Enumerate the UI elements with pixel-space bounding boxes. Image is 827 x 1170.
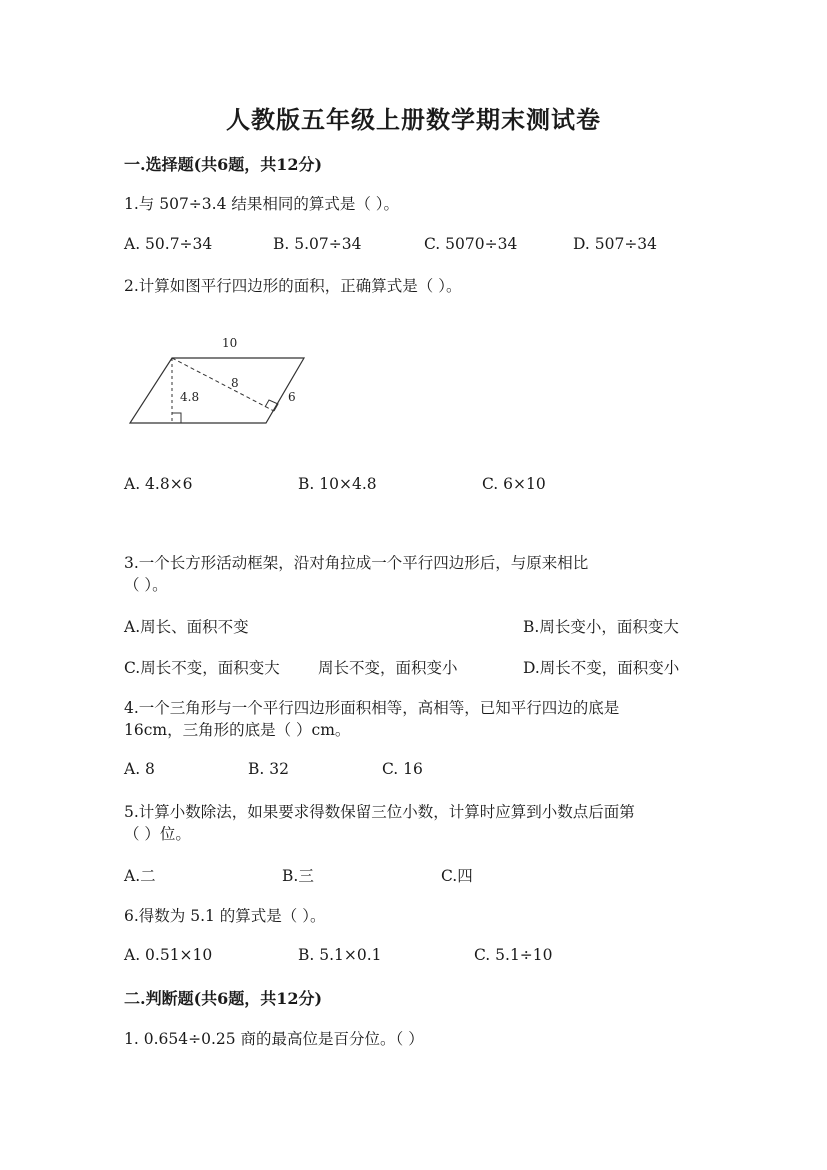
question-5-stem-line2: （ ）位。 (124, 825, 191, 843)
question-6-option-c: C. 5.1÷10 (474, 946, 553, 964)
question-1-stem: 1.与 507÷3.4 结果相同的算式是（ ）。 (124, 195, 400, 213)
question-6-option-b: B. 5.1×0.1 (298, 946, 382, 964)
question-2-stem: 2.计算如图平行四边形的面积，正确算式是（ ）。 (124, 277, 462, 295)
page-title: 人教版五年级上册数学期末测试卷 (226, 105, 601, 134)
question-5-option-c: C.四 (441, 867, 473, 885)
question-3-option-b: B.周长变小，面积变大 (523, 618, 679, 636)
question-2-option-a: A. 4.8×6 (124, 475, 193, 493)
question-3-stem-line2: （ ）。 (124, 576, 168, 594)
question-6-stem: 6.得数为 5.1 的算式是（ ）。 (124, 907, 326, 925)
question-4-stem-line2: 16cm，三角形的底是（ ）cm。 (124, 721, 351, 739)
parallelogram-figure (124, 325, 324, 435)
side-length-label: 6 (288, 390, 296, 404)
question-4-option-b: B. 32 (248, 760, 289, 778)
judgement-1-stem: 1. 0.654÷0.25 商的最高位是百分位。（ ） (124, 1030, 424, 1048)
question-5-stem-line1: 5.计算小数除法，如果要求得数保留三位小数，计算时应算到小数点后面第 (124, 803, 635, 821)
question-1-option-a: A. 50.7÷34 (124, 235, 213, 253)
question-4-option-a: A. 8 (124, 760, 155, 778)
parallelogram-shape (130, 358, 304, 423)
question-5-option-b: B.三 (282, 867, 314, 885)
question-4-stem-line1: 4.一个三角形与一个平行四边形面积相等，高相等，已知平行四边的底是 (124, 699, 620, 717)
diagonal-height-label: 8 (231, 376, 239, 390)
question-5-option-a: A.二 (124, 867, 156, 885)
question-1-option-b: B. 5.07÷34 (273, 235, 362, 253)
section-heading-judgement: 二.判断题(共6题，共12分) (124, 989, 323, 1008)
question-4-option-c: C. 16 (382, 760, 423, 778)
question-3-option-c: C.周长不变，面积变大 (124, 659, 280, 677)
question-1-option-c: C. 5070÷34 (424, 235, 518, 253)
question-3-stem-line1: 3.一个长方形活动框架，沿对角拉成一个平行四边形后，与原来相比 (124, 554, 589, 572)
question-3-option-d: D.周长不变，面积变小 (523, 659, 680, 677)
height-label: 4.8 (180, 390, 200, 404)
section-heading-choice: 一.选择题(共6题，共12分) (124, 155, 323, 174)
question-6-option-a: A. 0.51×10 (124, 946, 213, 964)
question-2-option-b: B. 10×4.8 (298, 475, 377, 493)
question-3-option-extra: 周长不变，面积变小 (318, 659, 458, 677)
top-length-label: 10 (222, 336, 238, 350)
question-2-option-c: C. 6×10 (482, 475, 546, 493)
question-1-option-d: D. 507÷34 (573, 235, 658, 253)
base-right-angle-mark (172, 413, 181, 423)
question-3-option-a: A.周长、面积不变 (124, 618, 249, 636)
